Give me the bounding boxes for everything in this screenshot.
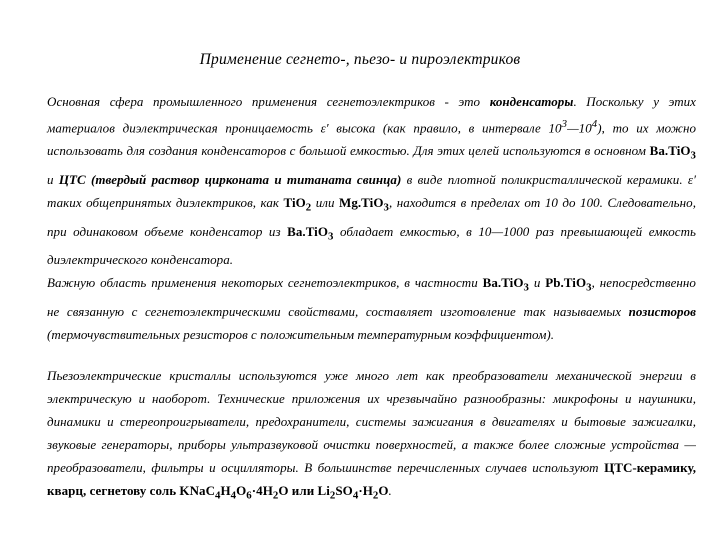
formula-tio2: TiO$_2$ [283,194,312,214]
text-run: в виде плотной поликристаллической керамики. ε′ таких общепринятых диэлектриков, как [47,171,696,210]
formula-batio3: Ba.TiO$_3$ [482,275,529,294]
text-run: и [528,275,546,291]
term-posistors: позисторов [628,303,696,319]
text-run: . [388,482,392,498]
paragraph-piezoelectrics [47,364,696,508]
paragraph-posistors [47,271,696,346]
text-run: обладает емкостью, в 10—1000 раз превышающей емкость диэлектрического конденсатора. [47,223,696,268]
formula-pbtio3: Pb.TiO$_3$ [545,275,592,294]
term-materials: ЦТС-керамику, кварц, сегнетову соль $KNaC_4H_4O_6\cdot 4H_2O$ или $Li_2SO_4\cdot H_2O$ [47,459,696,502]
text-run: , непосредственно не связанную с сегнетоэлектрическими свойствами, составляет изготовление так называемых [47,275,696,319]
term-pzt: ЦТС (твердый раствор цирконата и титаната свинца) [58,171,402,187]
text-run: . Поскольку у этих материалов диэлектрическая проницаемость ε′ высока (как правило, в интервале 10 [47,94,697,136]
paragraph-capacitors [47,90,696,271]
formula-batio3: Ba.TiO$_3$ [649,143,696,162]
formula-batio3: Ba.TiO$_3$ [287,223,334,243]
superscript: 3 [561,118,568,130]
page-title: Применение сегнето-, пьезо- и пироэлектриков [199,51,521,68]
text-run: ), то их можно использовать для создания конденсаторов с большой емкостью. Для этих целей используются в основном [47,120,696,159]
document-body [47,90,696,507]
text-run: (термочувствительных резисторов с положительным температурным коэффициентом). [47,326,555,342]
text-run: , находится в пределах от 10 до 100. Следовательно, при одинаковом объеме конденсатор из [47,194,696,239]
superscript: 4 [591,118,598,130]
text-run: Основная сфера промышленного применения сегнетоэлектриков - это [47,94,490,109]
term-capacitors: конденсаторы [489,94,574,109]
text-run: Важную область применения некоторых сегнетоэлектриков, в частности [47,275,483,291]
text-run: Пьезоэлектрические кристаллы используются уже много лет как преобразователи механической энергии в электрическую и наоборот. Технические приложения их чрезвычайно разнообразны: микрофоны и наушники, динамики и стереопроигрыватели, предохранители, системы зажигания в двигателях и бытовые зажигалки, звуковые генераторы, приборы ультразвуковой очистки поверхностей, а также более сложные устройства — преобразователи, фильтры и осцилляторы. В большинстве перечисленных случаев используют [47,367,696,475]
text-run: и [47,171,59,187]
text-run: или [311,194,340,210]
formula-mgtio3: Mg.TiO$_3$ [339,194,389,214]
text-run: —10 [567,120,592,136]
